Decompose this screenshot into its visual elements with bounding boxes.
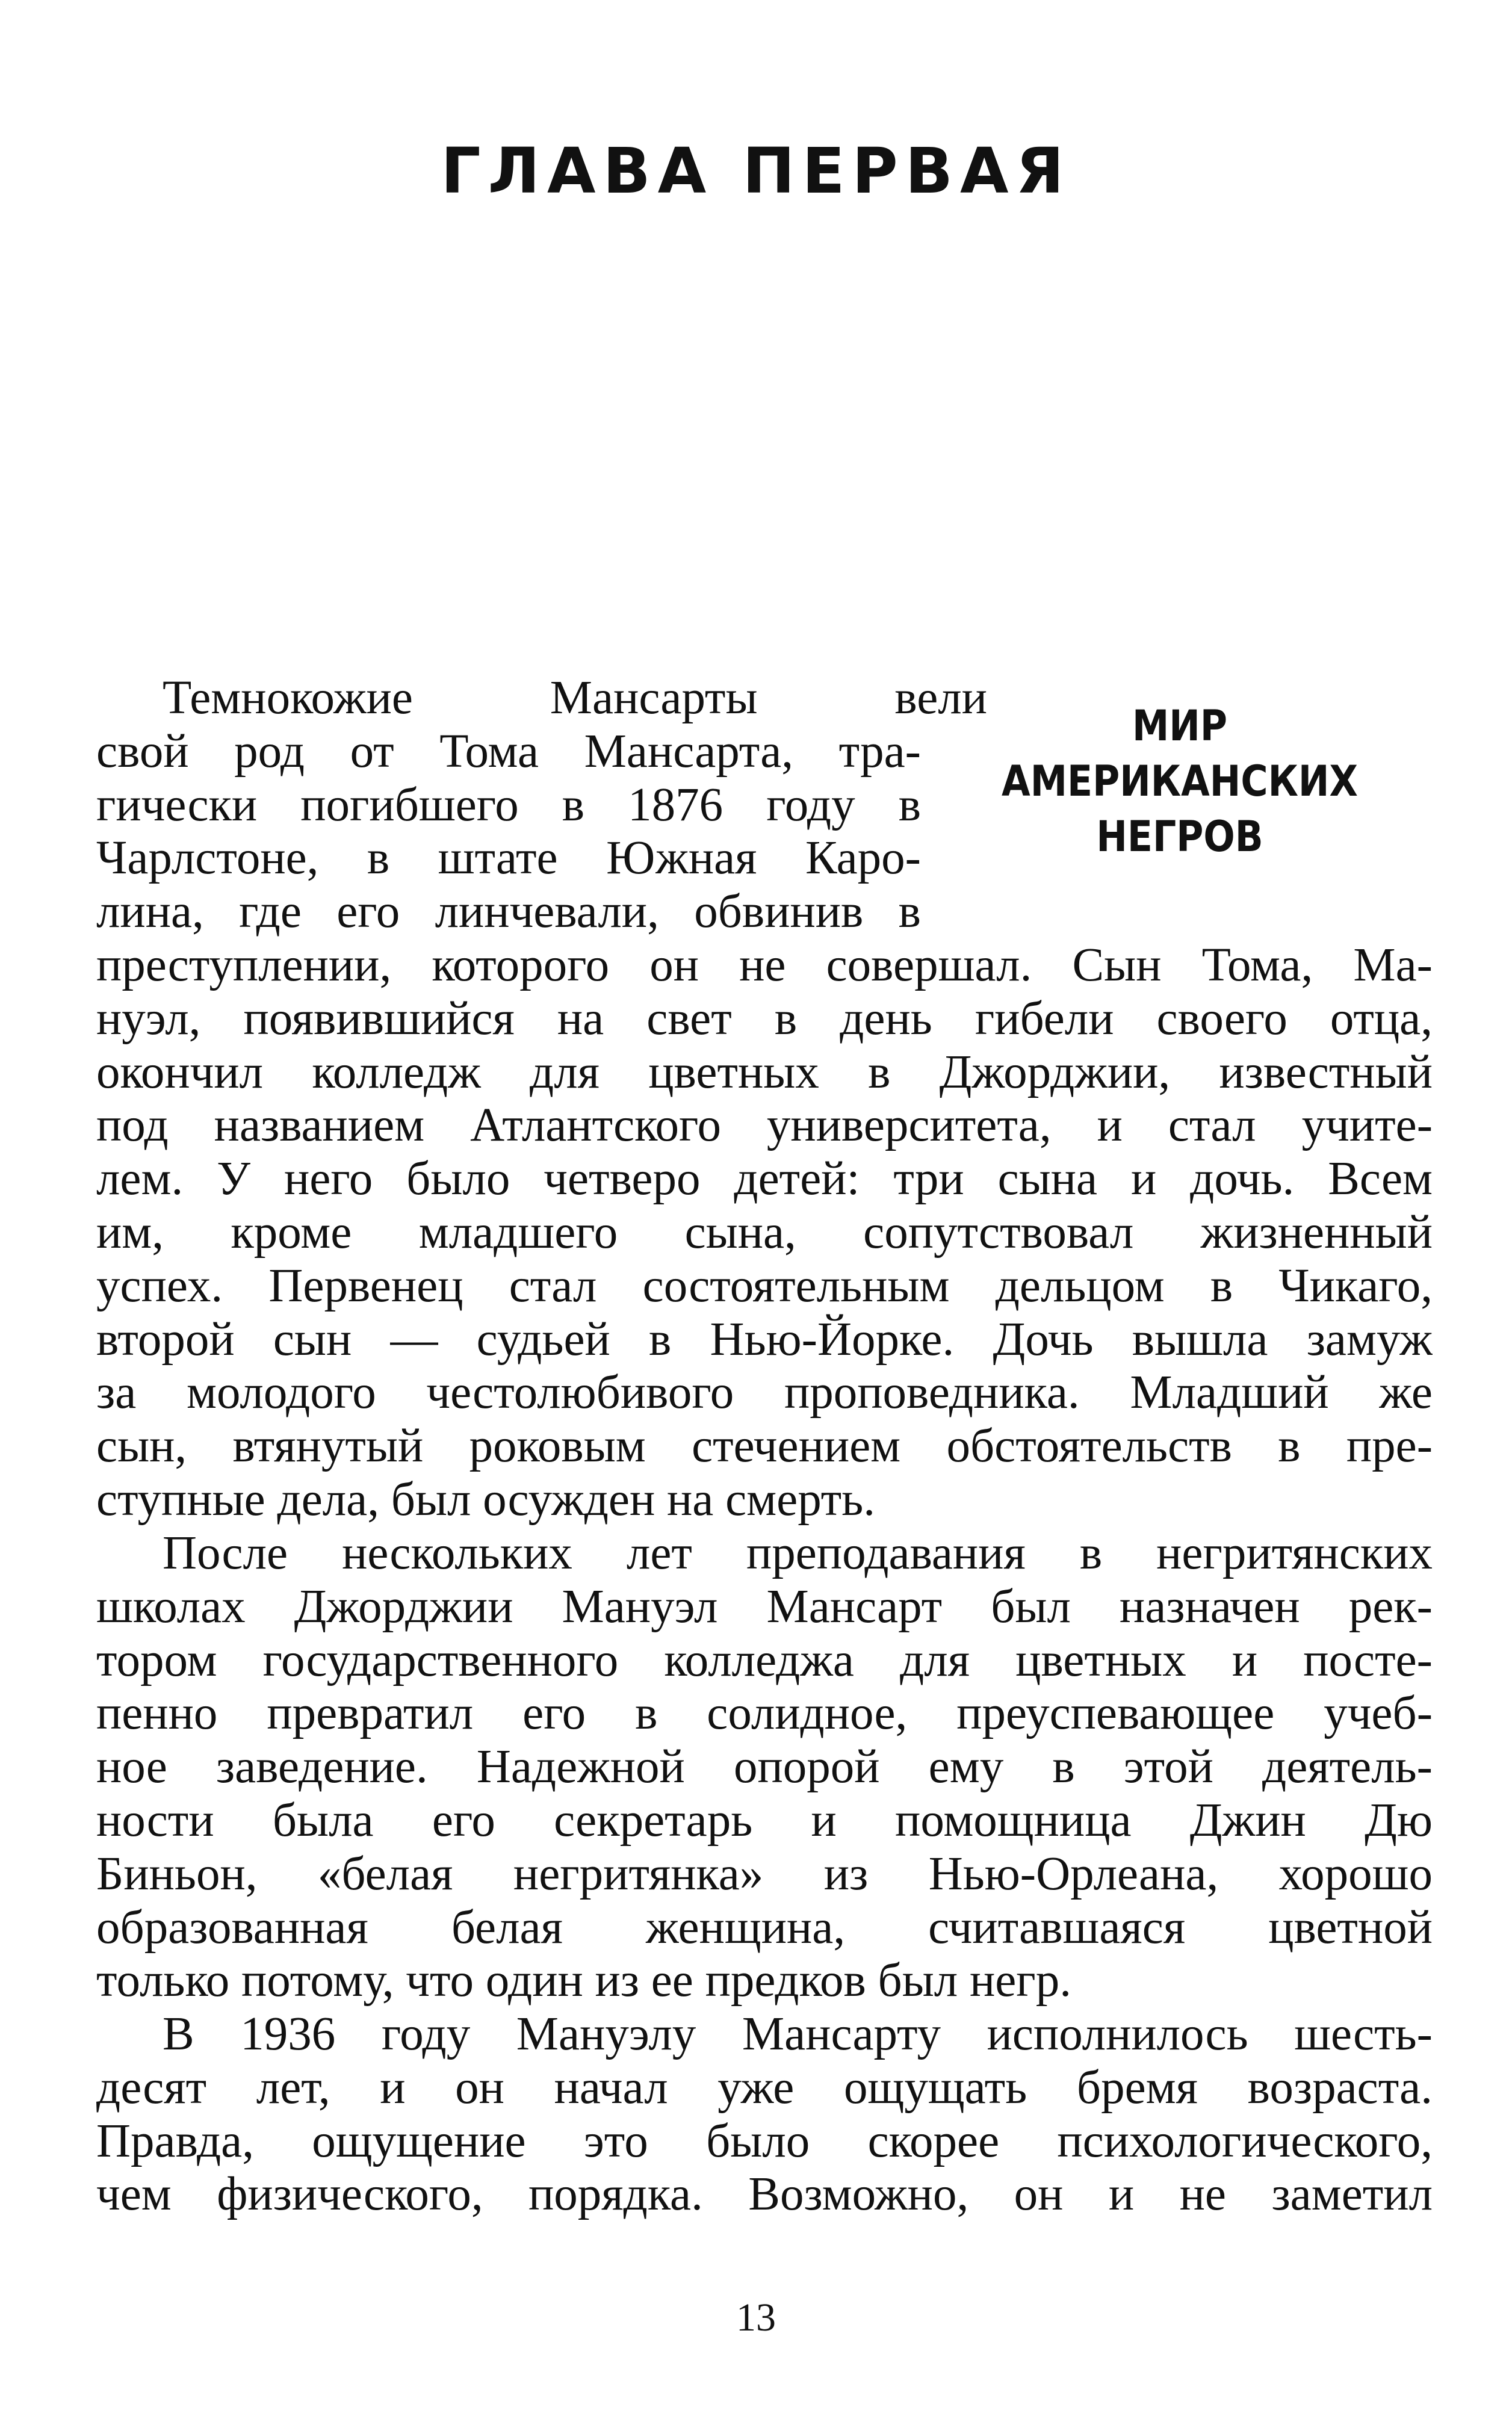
- text-line: ное заведение. Надежной опорой ему в этой деятель-: [96, 1741, 1433, 1794]
- text-line: тором государственного колледжа для цветных и посте-: [96, 1634, 1433, 1686]
- text-line: второй сын — судьей в Нью-Йорке. Дочь вышла замуж: [96, 1313, 1433, 1366]
- text-line: окончил колледж для цветных в Джорджии, известный: [96, 1045, 1433, 1098]
- chapter-title: ГЛАВА ПЕРВАЯ: [441, 134, 1071, 208]
- section-heading-line: АМЕРИКАНСКИХ: [1002, 757, 1358, 806]
- section-heading-line: НЕГРОВ: [1096, 812, 1263, 861]
- text-line: Биньон, «белая негритянка» из Нью-Орлеана, хорошо: [96, 1847, 1433, 1900]
- text-line: В 1936 году Мануэлу Мансарту исполнилось шесть-: [163, 2008, 1433, 2060]
- page-number: 13: [736, 2296, 776, 2340]
- text-line: только потому, что один из ее предков был негр.: [96, 1954, 1071, 2007]
- text-line: школах Джорджии Мануэл Мансарт был назначен рек-: [96, 1580, 1433, 1633]
- text-line: ступные дела, был осужден на смерть.: [96, 1473, 875, 1526]
- text-line: преступлении, которого он не совершал. Сын Тома, Ма-: [96, 938, 1433, 991]
- text-line: гически погибшего в 1876 году в: [96, 778, 921, 831]
- text-line: ности была его секретарь и помощница Джин Дю: [96, 1794, 1433, 1847]
- text-line: Темнокожие Мансарты вели: [163, 672, 987, 724]
- text-line: пенно превратил его в солидное, преуспевающее учеб-: [96, 1687, 1433, 1740]
- text-line: им, кроме младшего сына, сопутствовал жизненный: [96, 1206, 1433, 1259]
- section-heading-line: МИР: [1132, 701, 1227, 751]
- text-line: свой род от Тома Мансарта, тра-: [96, 725, 921, 778]
- text-line: чем физического, порядка. Возможно, он и не заметил: [96, 2168, 1433, 2221]
- text-line: Чарлстоне, в штате Южная Каро-: [96, 832, 921, 885]
- text-line: десят лет, и он начал уже ощущать бремя возраста.: [96, 2061, 1433, 2114]
- text-line: нуэл, появившийся на свет в день гибели своего отца,: [96, 992, 1433, 1045]
- paragraph-3: [96, 2008, 1433, 2222]
- text-line: образованная белая женщина, считавшаяся цветной: [96, 1901, 1433, 1954]
- text-line: под названием Атлантского университета, и стал учите-: [96, 1099, 1433, 1152]
- text-line: сын, втянутый роковым стечением обстоятельств в пре-: [96, 1420, 1433, 1473]
- text-line: Правда, ощущение это было скорее психологического,: [96, 2114, 1433, 2167]
- text-line: успех. Первенец стал состоятельным дельцом в Чикаго,: [96, 1259, 1433, 1312]
- paragraph-2: [96, 1527, 1433, 2008]
- text-line: После нескольких лет преподавания в негритянских: [163, 1527, 1433, 1579]
- text-line: за молодого честолюбивого проповедника. Младший же: [96, 1366, 1433, 1419]
- text-line: лина, где его линчевали, обвинив в: [96, 885, 921, 938]
- text-line: лем. У него было четверо детей: три сына и дочь. Всем: [96, 1153, 1433, 1206]
- paragraph-1: [96, 672, 1433, 1527]
